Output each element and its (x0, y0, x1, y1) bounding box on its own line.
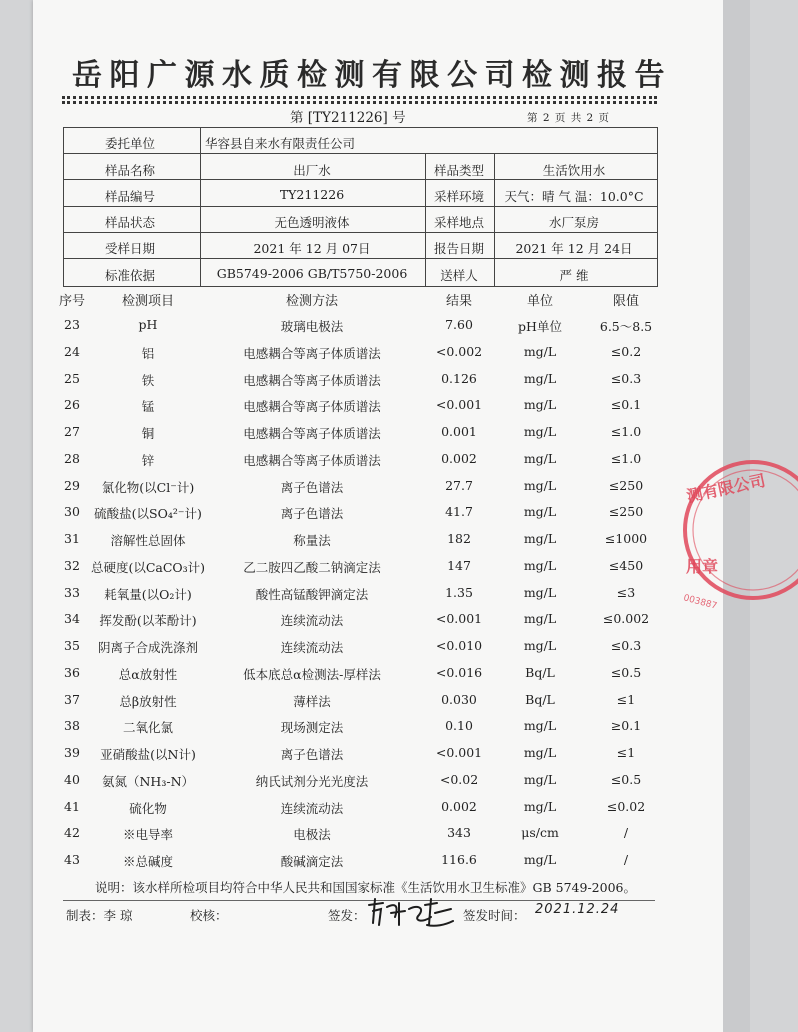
row-no: 41 (64, 798, 80, 814)
row-no: 26 (64, 397, 80, 413)
issue-time-handwritten: 2021.12.24 (535, 902, 620, 917)
site-value: 水厂泵房 (548, 215, 600, 230)
page-info: 第 2 页 共 2 页 (527, 112, 611, 124)
col-no: 序号 (58, 294, 86, 309)
row-method: 连续流动法 (280, 613, 344, 629)
row-result: 116.6 (441, 852, 477, 867)
row-method: 离子色谱法 (280, 747, 344, 762)
row-item: 氯化物(以Cl⁻计) (101, 479, 195, 495)
row-result: 182 (447, 531, 471, 546)
row-no: 42 (64, 825, 80, 841)
row-result: 7.60 (445, 317, 473, 332)
sender-label: 送样人 (440, 268, 478, 283)
row-method: 电感耦合等离子体质谱法 (243, 426, 381, 441)
row-no: 23 (64, 317, 80, 332)
row-item: 二氧化氯 (122, 720, 174, 736)
row-result: <0.010 (435, 638, 483, 653)
row-no: 33 (64, 584, 80, 600)
report-title: 岳阳广源水质检测有限公司检测报告 (72, 58, 672, 93)
row-result: 1.35 (445, 584, 473, 600)
row-no: 43 (64, 852, 80, 867)
svg-text:用章: 用章 (686, 557, 719, 576)
row-limit: / (623, 852, 629, 867)
row-unit: mg/L (523, 450, 557, 466)
row-method: 电感耦合等离子体质谱法 (243, 399, 381, 415)
row-unit: mg/L (523, 584, 557, 600)
row-result: <0.001 (435, 611, 483, 627)
row-result: 0.002 (441, 450, 477, 466)
row-unit: mg/L (523, 370, 557, 386)
row-unit: mg/L (523, 611, 557, 627)
sample-type-value: 生活饮用水 (542, 163, 606, 178)
row-result: <0.02 (439, 771, 479, 787)
row-unit: mg/L (523, 531, 557, 546)
row-no: 27 (64, 424, 80, 439)
report-date-label: 报告日期 (433, 241, 485, 256)
row-item: ※总碱度 (122, 854, 174, 869)
row-limit: ≤1 (616, 745, 636, 760)
row-item: 氨氮（NH₃-N） (101, 773, 195, 789)
row-result: 41.7 (445, 504, 473, 520)
row-item: 硫化物 (129, 800, 167, 816)
row-result: 147 (447, 557, 471, 573)
row-no: 38 (64, 718, 80, 734)
row-method: 薄样法 (293, 693, 331, 709)
row-method: 电感耦合等离子体质谱法 (243, 452, 381, 468)
row-result: 0.126 (441, 370, 477, 386)
row-unit: mg/L (523, 557, 557, 573)
row-no: 29 (64, 477, 80, 493)
recv-label: 受样日期 (104, 241, 156, 256)
row-limit: ≤0.5 (610, 664, 642, 680)
std-label: 标准依据 (104, 268, 156, 283)
row-item: 锌 (141, 452, 155, 468)
row-unit: mg/L (523, 477, 557, 493)
info-grid-hline (63, 153, 658, 154)
row-unit: mg/L (523, 852, 557, 867)
col-limit: 限值 (612, 294, 640, 309)
row-no: 39 (64, 745, 80, 760)
prepared-by: 制表：李 琼 (66, 908, 133, 923)
row-method: 离子色谱法 (280, 506, 344, 522)
env-value: 天气：晴 气 温：10.0°C (504, 189, 644, 204)
row-method: 低本底总α检测法-厚样法 (243, 666, 381, 682)
row-limit: ≤1000 (604, 531, 648, 546)
row-method: 乙二胺四乙酸二钠滴定法 (243, 559, 381, 575)
row-unit: mg/L (523, 504, 557, 520)
info-grid-hline (63, 206, 658, 207)
row-no: 35 (64, 638, 80, 653)
row-method: 电极法 (293, 827, 331, 843)
row-item: 溶解性总固体 (110, 533, 186, 548)
row-result: 0.030 (441, 691, 477, 707)
row-no: 37 (64, 691, 80, 707)
client-label: 委托单位 (104, 136, 156, 151)
row-limit: ≤0.002 (602, 611, 650, 627)
row-result: 27.7 (445, 477, 473, 493)
row-no: 28 (64, 450, 80, 466)
issued-by-label: 签发： (328, 908, 366, 923)
checked-by: 校核： (190, 908, 228, 923)
row-unit: mg/L (523, 397, 557, 413)
info-grid-vline (494, 153, 495, 286)
row-unit: mg/L (523, 343, 557, 359)
sample-name-value: 出厂水 (293, 163, 331, 178)
report-number: 第 [TY211226] 号 (290, 110, 406, 126)
row-unit: mg/L (523, 638, 557, 653)
official-seal-stamp (678, 460, 798, 610)
row-item: 耗氧量(以O₂计) (104, 586, 192, 602)
info-grid-hline (63, 127, 658, 128)
site-label: 采样地点 (433, 215, 485, 230)
row-unit: μs/cm (521, 825, 559, 841)
row-item: 铝 (141, 345, 155, 361)
svg-text:003887: 003887 (682, 593, 719, 612)
title-rule-top (62, 96, 657, 99)
row-result: <0.001 (435, 397, 483, 413)
row-limit: ≤250 (608, 504, 644, 520)
env-label: 采样环境 (433, 189, 485, 204)
svg-text:测有限公司: 测有限公司 (684, 470, 768, 506)
row-item: 阴离子合成洗涤剂 (97, 640, 199, 655)
row-method: 现场测定法 (280, 720, 344, 736)
report-date-value: 2021 年 12 月 24日 (515, 241, 633, 256)
row-result: 0.001 (441, 424, 477, 439)
row-method: 离子色谱法 (280, 479, 344, 495)
info-grid-vline (657, 127, 658, 286)
row-limit: ≤1 (616, 691, 636, 707)
row-item: 亚硝酸盐(以N计) (100, 747, 196, 762)
row-result: <0.001 (435, 745, 483, 760)
row-no: 31 (64, 531, 80, 546)
row-method: 酸性高锰酸钾滴定法 (255, 586, 369, 602)
row-result: <0.002 (435, 343, 483, 359)
footer-rule (63, 900, 655, 901)
info-grid-vline (425, 153, 426, 286)
info-grid-hline (63, 286, 658, 287)
row-limit: ≤3 (616, 584, 636, 600)
row-limit: ≥0.1 (610, 718, 642, 734)
row-unit: mg/L (523, 798, 557, 814)
row-unit: Bq/L (525, 691, 555, 707)
issue-time-label: 签发时间： (463, 908, 526, 923)
row-no: 24 (64, 343, 80, 359)
row-limit: ≤250 (608, 477, 644, 493)
sample-type-label: 样品类型 (433, 163, 485, 178)
row-limit: ≤1.0 (610, 450, 642, 466)
row-limit: 6.5～8.5 (599, 319, 653, 334)
row-method: 玻璃电极法 (280, 319, 344, 334)
recv-value: 2021 年 12 月 07日 (253, 241, 371, 256)
info-grid-hline (63, 258, 658, 259)
info-grid-hline (63, 179, 658, 180)
col-item: 检测项目 (121, 294, 175, 309)
client-value: 华容县自来水有限责任公司 (205, 136, 356, 151)
row-no: 30 (64, 504, 80, 520)
row-no: 32 (64, 557, 80, 573)
row-unit: mg/L (523, 771, 557, 787)
row-item: pH (138, 317, 158, 332)
row-unit: mg/L (523, 745, 557, 760)
row-limit: ≤450 (608, 557, 644, 573)
row-limit: ≤0.1 (610, 397, 642, 413)
sample-no-value: TY211226 (279, 187, 345, 202)
row-result: 0.002 (441, 798, 477, 814)
row-method: 连续流动法 (280, 640, 344, 655)
col-method: 检测方法 (285, 294, 339, 309)
issuer-signature (365, 895, 457, 935)
row-item: 硫酸盐(以SO₄²⁻计) (94, 506, 202, 522)
row-item: 铜 (141, 426, 155, 441)
row-method: 电感耦合等离子体质谱法 (243, 345, 381, 361)
row-result: <0.016 (435, 664, 483, 680)
row-limit: ≤0.2 (610, 343, 642, 359)
row-item: 总硬度(以CaCO₃计) (90, 559, 206, 575)
conclusion-note: 说明：该水样所检项目均符合中华人民共和国国家标准《生活饮用水卫生标准》GB 5749-2006。 (95, 880, 636, 895)
row-item: 总α放射性 (118, 666, 178, 682)
row-limit: ≤0.3 (610, 638, 642, 653)
row-result: 343 (447, 825, 471, 841)
info-grid-vline (200, 127, 201, 286)
sample-no-label: 样品编号 (104, 189, 156, 204)
row-no: 40 (64, 771, 80, 787)
info-grid-vline (63, 127, 64, 286)
row-unit: mg/L (523, 718, 557, 734)
row-item: 铁 (141, 372, 155, 388)
row-item: 锰 (141, 399, 155, 415)
row-unit: mg/L (523, 424, 557, 439)
row-item: 总β放射性 (119, 693, 177, 709)
row-no: 25 (64, 370, 80, 386)
row-unit: Bq/L (525, 664, 555, 680)
row-item: 挥发酚(以苯酚计) (99, 613, 197, 629)
row-limit: / (623, 825, 629, 841)
row-no: 36 (64, 664, 80, 680)
row-item: ※电导率 (122, 827, 174, 843)
state-value: 无色透明液体 (274, 215, 350, 230)
sample-name-label: 样品名称 (104, 163, 156, 178)
row-method: 电感耦合等离子体质谱法 (243, 372, 381, 388)
row-method: 连续流动法 (280, 800, 344, 816)
info-grid-hline (63, 232, 658, 233)
row-method: 称量法 (293, 533, 331, 548)
state-label: 样品状态 (104, 215, 156, 230)
row-limit: ≤0.5 (610, 771, 642, 787)
row-limit: ≤0.3 (610, 370, 642, 386)
row-no: 34 (64, 611, 80, 627)
row-method: 酸碱滴定法 (280, 854, 344, 869)
col-result: 结果 (445, 294, 473, 309)
std-value: GB5749-2006 GB/T5750-2006 (216, 266, 408, 281)
sender-value: 严 维 (559, 268, 589, 283)
col-unit: 单位 (526, 294, 554, 309)
row-unit: pH单位 (518, 319, 562, 334)
row-result: 0.10 (445, 718, 473, 734)
row-limit: ≤0.02 (606, 798, 646, 814)
title-rule-bottom (62, 101, 657, 104)
row-limit: ≤1.0 (610, 424, 642, 439)
row-method: 纳氏试剂分光光度法 (255, 773, 369, 789)
